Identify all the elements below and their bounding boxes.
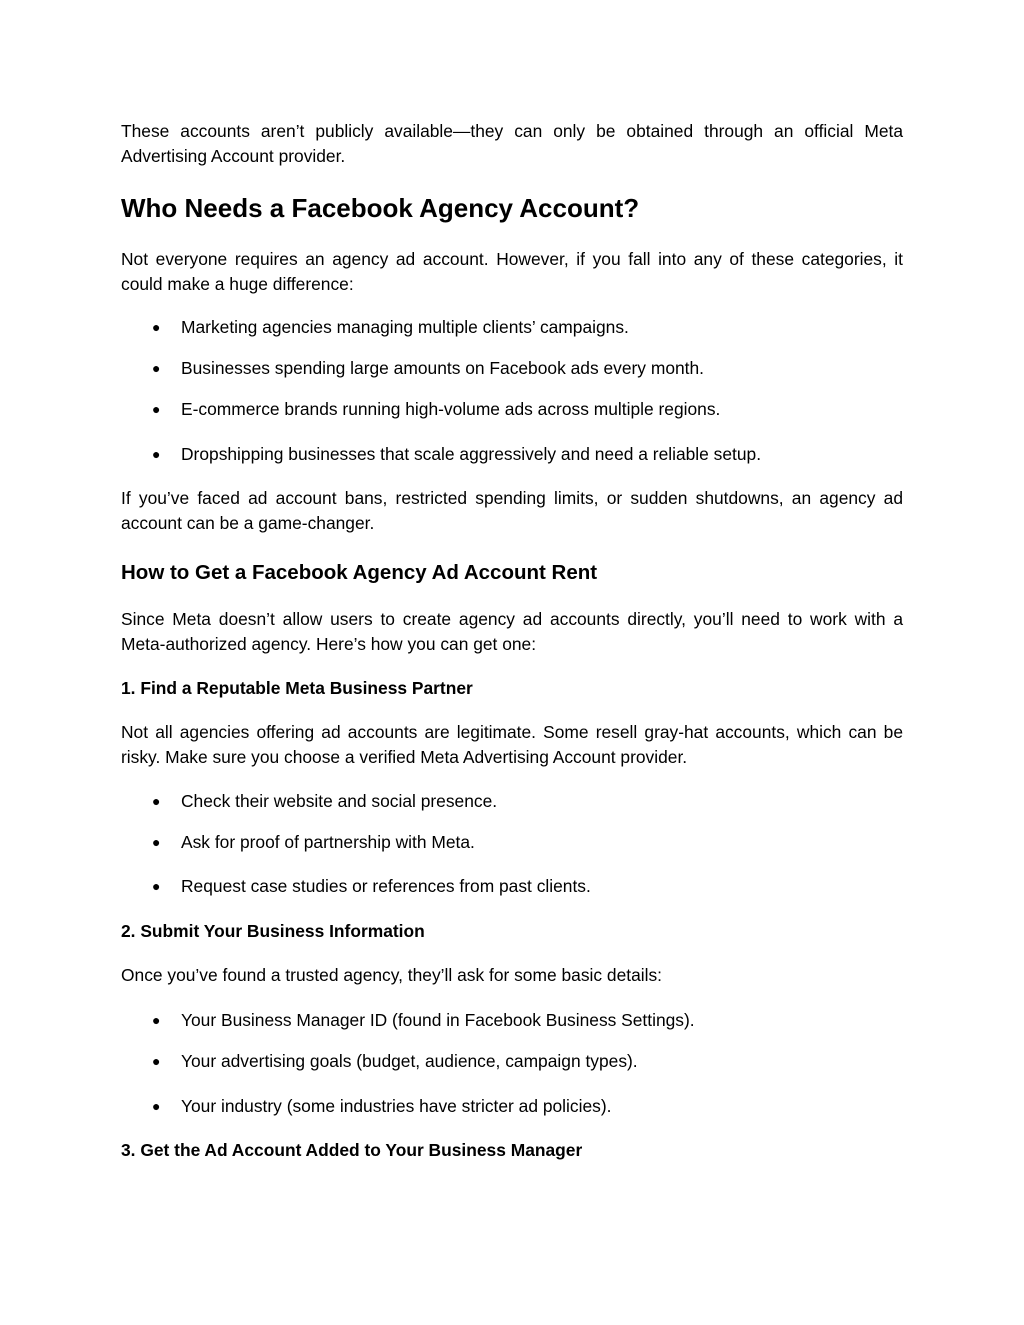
bullet-icon: ●: [152, 1098, 161, 1114]
list-item-text: Your Business Manager ID (found in Facebook Business Settings).: [181, 1010, 695, 1030]
bullet-icon: ●: [152, 319, 161, 335]
list-item-text: Request case studies or references from past clients.: [181, 876, 591, 896]
step-1-paragraph: Not all agencies offering ad accounts are legitimate. Some resell gray-hat accounts, which can be risky. Make sure you choose a verified Meta Advertising Account provider.: [121, 722, 903, 767]
bullet-icon: ●: [152, 793, 161, 809]
bullet-icon: ●: [152, 878, 161, 894]
heading-how-to-get: How to Get a Facebook Agency Ad Account Rent: [121, 561, 598, 584]
who-outro-paragraph: If you’ve faced ad account bans, restricted spending limits, or sudden shutdowns, an agency ad account can be a game-changer.: [121, 488, 903, 533]
list-item-text: Businesses spending large amounts on Facebook ads every month.: [181, 358, 704, 378]
heading-who-needs: Who Needs a Facebook Agency Account?: [121, 193, 640, 223]
step-2-paragraph: Once you’ve found a trusted agency, they’ll ask for some basic details:: [121, 965, 663, 985]
step-3-heading: 3. Get the Ad Account Added to Your Business Manager: [121, 1140, 583, 1160]
step-1-heading: 1. Find a Reputable Meta Business Partner: [121, 678, 473, 698]
bullet-icon: ●: [152, 1012, 161, 1028]
bullet-icon: ●: [152, 834, 161, 850]
list-item-text: Dropshipping businesses that scale aggressively and need a reliable setup.: [181, 444, 762, 464]
list-item-text: Check their website and social presence.: [181, 791, 498, 811]
bullet-icon: ●: [152, 401, 161, 417]
bullet-icon: ●: [152, 446, 161, 462]
list-item-text: Ask for proof of partnership with Meta.: [181, 832, 475, 852]
document-page: [121, 0, 903, 1325]
intro-paragraph: These accounts aren’t publicly available—they can only be obtained through an official Meta Advertising Account provider.: [121, 121, 903, 166]
list-item-text: Marketing agencies managing multiple clients’ campaigns.: [181, 317, 629, 337]
list-item-text: E-commerce brands running high-volume ads across multiple regions.: [181, 399, 721, 419]
list-item-text: Your advertising goals (budget, audience, campaign types).: [181, 1051, 638, 1071]
bullet-icon: ●: [152, 1053, 161, 1069]
bullet-icon: ●: [152, 360, 161, 376]
who-intro-paragraph: Not everyone requires an agency ad account. However, if you fall into any of these categories, it could make a huge difference:: [121, 249, 903, 294]
step-2-heading: 2. Submit Your Business Information: [121, 921, 425, 941]
how-intro-paragraph: Since Meta doesn’t allow users to create agency ad accounts directly, you’ll need to work with a Meta-authorized agency. Here’s how you can get one:: [121, 609, 903, 654]
list-item-text: Your industry (some industries have stricter ad policies).: [181, 1096, 612, 1116]
